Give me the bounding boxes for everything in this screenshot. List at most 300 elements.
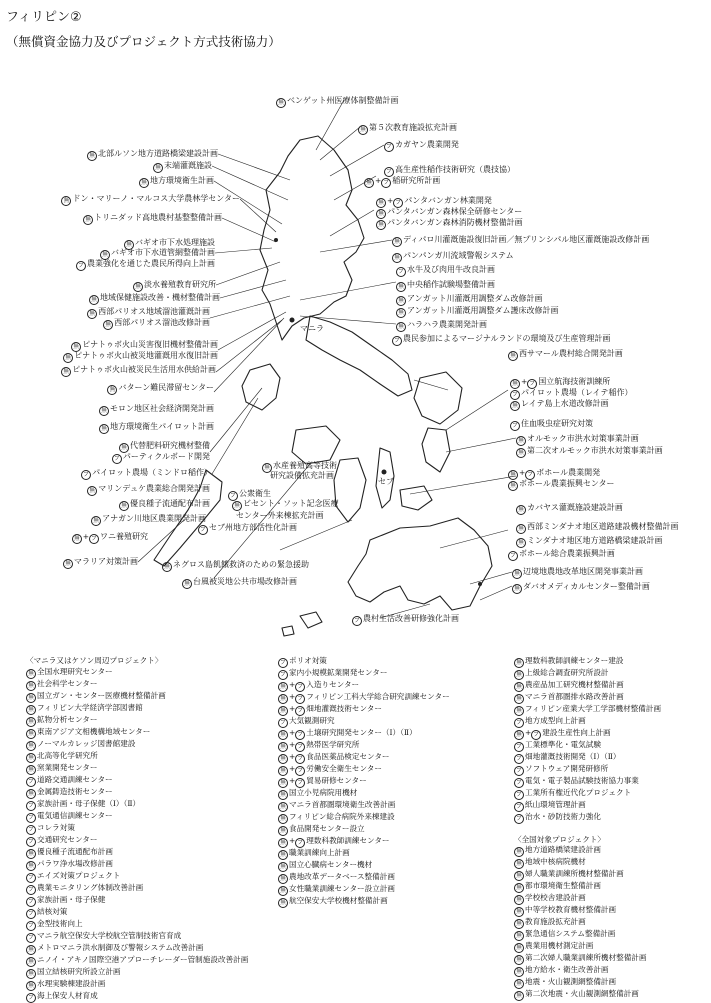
- mindoro-island: [242, 364, 280, 410]
- list-item-text: 家内小規模鉱業開発センター: [289, 668, 388, 677]
- grant-aid-icon: 無: [508, 470, 518, 480]
- map-label: [516, 502, 623, 515]
- map-label: [508, 348, 623, 361]
- negros-island: [334, 458, 366, 522]
- grant-aid-icon: 無: [276, 98, 286, 108]
- map-label: [516, 535, 663, 548]
- map-label: [153, 160, 212, 173]
- map-label-text: パンタバンガン林業開発: [404, 196, 492, 205]
- grant-aid-icon: 無: [514, 670, 524, 680]
- technical-cooperation-icon: プ: [295, 754, 305, 764]
- list-item-text: 国立ガン・センター医療機材整備計画: [37, 690, 166, 700]
- list-item-text: 地方給水・衛生改善計画: [525, 965, 609, 975]
- grant-aid-icon: 無: [278, 862, 288, 872]
- technical-cooperation-icon: プ: [381, 178, 391, 188]
- list-item-text: 貿易研修センター: [306, 776, 367, 785]
- list-item: [514, 941, 661, 953]
- technical-cooperation-icon: プ: [396, 267, 406, 277]
- map-label-text: 代替肥料研究機材整備: [130, 441, 210, 450]
- list-item-text: 航空保安大学校機材整備計画: [289, 896, 388, 905]
- list-item-text: 熱帯医学研究所: [306, 740, 360, 749]
- plus-mark: +: [375, 176, 382, 185]
- map-label: [91, 513, 206, 526]
- map-label-text: ピナトゥボ火山被災民生活用水供給計画: [72, 365, 216, 374]
- grant-aid-icon: 無: [278, 874, 288, 884]
- map-label-text: 水牛及び肉用牛改良計画: [407, 265, 495, 274]
- grant-aid-icon: 無: [376, 220, 386, 230]
- grant-aid-icon: 無: [278, 730, 288, 740]
- list-item: [514, 845, 661, 857]
- map-label-text: 北部ルソン地方道路橋梁建設計画: [98, 149, 218, 158]
- map-label: [112, 451, 210, 464]
- list-item: [514, 824, 661, 835]
- grant-aid-icon: 無: [26, 681, 36, 691]
- technical-cooperation-icon: プ: [26, 933, 36, 943]
- grant-aid-icon: 無: [516, 538, 526, 548]
- cebu-label: セブ: [378, 477, 394, 486]
- page-subtitle: （無償資金協力及びプロジェクト方式技術協力）: [6, 34, 281, 49]
- grant-aid-icon: 無: [514, 706, 524, 716]
- list-item-text: 大気観測研究: [289, 716, 335, 725]
- list-item-text: 全国水理研究センター: [37, 666, 113, 676]
- grant-aid-icon: 無: [278, 838, 288, 848]
- map-label-text: レイテ島上水道改修計画: [521, 399, 609, 408]
- technical-cooperation-icon: プ: [81, 470, 91, 480]
- grant-aid-icon: 無: [119, 501, 129, 511]
- grant-aid-icon: 無: [516, 505, 526, 515]
- list-item: [514, 788, 661, 800]
- map-label: [508, 478, 615, 491]
- map-label-text: 西部パリオス地域溜池灌漑計画: [98, 307, 210, 316]
- list-item-text: 農地改革データベース整備計画: [289, 872, 395, 881]
- map-label: [61, 364, 216, 377]
- map-label-text: 淡水養殖教育研究所: [144, 280, 216, 289]
- map-label-text: ボホール農業振興センター: [519, 479, 615, 488]
- list-item: [278, 848, 450, 860]
- list-item: [26, 991, 248, 1003]
- manila-marker: [290, 318, 295, 323]
- plus-mark: +: [289, 836, 296, 845]
- list-item-text: 理数科教師訓練センター: [306, 836, 390, 845]
- list-item-text: 電気通信訓練センター: [37, 810, 113, 820]
- map-label-text: ネグロス島飢餓救済のための緊急援助: [173, 560, 309, 569]
- map-label: [182, 576, 297, 589]
- map-label-text: アンガット川灌漑用調整ダム護床改修計画: [407, 306, 559, 315]
- technical-cooperation-icon: プ: [295, 706, 305, 716]
- grant-aid-icon: 無: [63, 559, 73, 569]
- technical-cooperation-icon: プ: [295, 694, 305, 704]
- list-item-text: 鉱物分析センター: [37, 714, 98, 724]
- list-item: [278, 668, 450, 680]
- list-item: [26, 883, 248, 895]
- davao-marker: [478, 582, 482, 586]
- grant-aid-icon: 無: [508, 351, 518, 361]
- map-label-text: セブ州地方部活性化計画: [209, 523, 297, 532]
- grant-aid-icon: 無: [514, 979, 524, 989]
- manila-label: マニラ: [300, 324, 324, 333]
- grant-aid-icon: 無: [278, 778, 288, 788]
- list-item: [278, 896, 450, 908]
- list-item: [26, 895, 248, 907]
- technical-cooperation-icon: プ: [384, 167, 394, 177]
- technical-cooperation-icon: プ: [525, 470, 535, 480]
- list-item: [514, 776, 661, 788]
- grant-aid-icon: 無: [153, 163, 163, 173]
- grant-aid-icon: 無: [87, 309, 97, 319]
- technical-cooperation-icon: プ: [514, 766, 524, 776]
- technical-cooperation-icon: プ: [198, 525, 208, 535]
- list-item: [514, 893, 661, 905]
- map-label: [510, 418, 593, 431]
- technical-cooperation-icon: プ: [295, 682, 305, 692]
- list-item-text: 農産品加工研究機材整備計画: [525, 680, 624, 689]
- list-item: [514, 835, 661, 846]
- grant-aid-icon: 無: [232, 501, 242, 511]
- grant-aid-icon: 無: [278, 706, 288, 716]
- grant-aid-icon: 無: [364, 178, 374, 188]
- grant-aid-icon: 無: [514, 883, 524, 893]
- list-item-text: 食品医薬品検定センター: [306, 752, 390, 761]
- map-label-text: 住血吸虫症研究対策: [521, 419, 593, 428]
- list-item-text: 〈全国対象プロジェクト〉: [514, 834, 605, 844]
- plus-mark: +: [289, 764, 296, 773]
- grant-aid-icon: 無: [516, 448, 526, 458]
- technical-cooperation-icon: プ: [514, 802, 524, 812]
- grant-aid-icon: 無: [278, 850, 288, 860]
- plus-mark: +: [519, 468, 526, 477]
- grant-aid-icon: 無: [26, 669, 36, 679]
- grant-aid-icon: 無: [510, 401, 520, 411]
- map-label-text: ビセント・ソット記念医療: [243, 499, 339, 508]
- plus-mark: +: [387, 196, 394, 205]
- list-item: [26, 979, 248, 991]
- list-item-text: 治水・砂防技術力強化: [525, 812, 601, 821]
- list-item: [278, 764, 450, 776]
- map-label: [512, 566, 643, 579]
- list-item-text: 入造りセンター: [306, 680, 360, 689]
- list-item: [278, 740, 450, 752]
- map-label: [162, 559, 309, 572]
- grant-aid-icon: 無: [26, 741, 36, 751]
- technical-cooperation-icon: プ: [514, 742, 524, 752]
- map-label-text: ダバオメディカルセンター整備計画: [523, 582, 650, 591]
- grant-aid-icon: 無: [26, 717, 36, 727]
- technical-cooperation-icon: プ: [531, 730, 541, 740]
- map-label-text: トリニダッド高地農村基整整備計画: [94, 213, 222, 222]
- technical-cooperation-icon: プ: [278, 658, 288, 668]
- list-item: [278, 824, 450, 836]
- list-item-text: 金属鋳造技術センター: [37, 786, 113, 796]
- list-item-text: マニラ首都圏排水路改善計画: [525, 692, 624, 701]
- list-item-text: 社会科学センター: [37, 678, 98, 688]
- list-item: [26, 823, 248, 835]
- grant-aid-icon: 無: [278, 742, 288, 752]
- map-label-text: バギオ市下水処理施設: [135, 238, 215, 247]
- list-item: [514, 917, 661, 929]
- map-label-text: 中央稲作試験場整備計画: [407, 280, 495, 289]
- technical-cooperation-icon: プ: [393, 198, 403, 208]
- map-label-text: ピナトゥボ火山被災地灌漑用水復旧計画: [74, 351, 218, 360]
- list-item-text: 北高等化学研究所: [37, 750, 98, 760]
- technical-cooperation-icon: プ: [384, 142, 394, 152]
- grant-aid-icon: 無: [396, 322, 406, 332]
- map-label: [396, 279, 495, 292]
- grant-aid-icon: 無: [514, 919, 524, 929]
- list-item-text: 第二次地震・火山観測網整備計画: [525, 989, 639, 999]
- map-label: [270, 470, 334, 481]
- grant-aid-icon: 無: [119, 443, 129, 453]
- technical-cooperation-icon: プ: [26, 909, 36, 919]
- grant-aid-icon: 無: [139, 178, 149, 188]
- map-label-text: 高生産性稲作技術研究（農技協）: [395, 165, 515, 174]
- map-label-text: ピナトゥボ火山災害復旧機材整備計画: [82, 340, 218, 349]
- technical-cooperation-icon: プ: [278, 670, 288, 680]
- list-item: [26, 763, 248, 775]
- list-item-text: メトロマニラ洪水制御及び警報システム改善計画: [37, 942, 204, 952]
- grant-aid-icon: 無: [100, 250, 110, 260]
- list-item: [278, 860, 450, 872]
- technical-cooperation-icon: プ: [26, 801, 36, 811]
- map-label-text: ベンゲット州医療体制整備計画: [287, 96, 399, 105]
- map-label-text: 農村生活改善研修強化計画: [363, 614, 459, 623]
- map-label-text: 台風被災地公共市場改修計画: [193, 577, 297, 586]
- list-item: [514, 752, 661, 764]
- list-item-text: 地方成型向上計画: [525, 716, 586, 725]
- grant-aid-icon: 無: [103, 320, 113, 330]
- map-label-text: 地域保健施設改善・機材整備計画: [100, 293, 220, 302]
- list-item-text: 建設生産性向上計画: [542, 728, 611, 737]
- grant-aid-icon: 無: [99, 424, 109, 434]
- list-item-text: フィリピン総合病院外来棟建設: [289, 812, 395, 821]
- sulu-islands: [282, 612, 322, 636]
- luzon-island: [260, 136, 364, 340]
- list-item: [514, 857, 661, 869]
- list-item-text: コレラ対策: [37, 822, 75, 832]
- technical-cooperation-icon: プ: [26, 993, 36, 1003]
- list-item: [514, 812, 661, 824]
- list-item-text: ノーマルカレッジ図書館建設: [37, 738, 136, 748]
- grant-aid-icon: 無: [87, 486, 97, 496]
- grant-aid-icon: 無: [26, 861, 36, 871]
- list-item-text: 第二次婦人職業訓練所機材整備計画: [525, 953, 647, 963]
- list-item: [278, 656, 450, 668]
- grant-aid-icon: 無: [87, 151, 97, 161]
- map-label-text: ディパロ川灌漑施設復旧計画／無プリンシパル地区灌漑施設改修計画: [403, 235, 650, 244]
- grant-aid-icon: 無: [514, 694, 524, 704]
- map-label: [376, 217, 523, 230]
- list-item-text: 工業標準化・電気試験: [525, 740, 601, 749]
- list-item-text: フィリピン産業大学工学部機材整備計画: [525, 704, 662, 713]
- map-label: [87, 483, 210, 496]
- grant-aid-icon: 無: [510, 379, 520, 389]
- list-item-text: 学校校舎建設計画: [525, 893, 586, 903]
- list-item: [278, 800, 450, 812]
- list-item-text: 家族計画・母子保健: [37, 894, 106, 904]
- map-label-text: パイロット農場（レイテ稲作）: [521, 388, 633, 397]
- list-item-text: 海上保安人材育成: [37, 990, 98, 1000]
- grant-aid-icon: 無: [26, 981, 36, 991]
- list-item-text: ソフトウェア開発研修所: [525, 764, 609, 773]
- map-label-text: バギオ市下水道管網整備計画: [111, 248, 215, 257]
- technical-cooperation-icon: プ: [26, 897, 36, 907]
- technical-cooperation-icon: プ: [352, 616, 362, 626]
- map-label-text: 公衆衛生: [239, 489, 271, 498]
- grant-aid-icon: 無: [514, 895, 524, 905]
- map-label: [516, 445, 663, 458]
- list-item: [26, 775, 248, 787]
- list-item-text: 国立心臓病センター機材: [289, 860, 373, 869]
- technical-cooperation-icon: プ: [392, 336, 402, 346]
- technical-cooperation-icon: プ: [514, 718, 524, 728]
- map-label-text: 末端灌漑施設: [164, 161, 212, 170]
- map-label-text: 西サマール農村総合開発計画: [519, 349, 623, 358]
- plus-mark: +: [289, 776, 296, 785]
- technical-cooperation-icon: プ: [228, 491, 238, 501]
- cebu-marker: [382, 470, 387, 475]
- map-label-text: 稲研究所計画: [392, 176, 441, 185]
- map-label-text: カガヤン農業開発: [395, 140, 459, 149]
- map-label-text: ボホール農業開発: [536, 468, 601, 477]
- list-item: [278, 776, 450, 788]
- samar-island: [414, 372, 462, 424]
- grant-aid-icon: 無: [512, 569, 522, 579]
- list-item-text: 都市環境衛生整備計画: [525, 881, 601, 891]
- list-item: [514, 800, 661, 812]
- technical-cooperation-icon: プ: [527, 379, 537, 389]
- technical-cooperation-icon: プ: [26, 921, 36, 931]
- map-label: [63, 350, 218, 363]
- grant-aid-icon: 無: [376, 209, 386, 219]
- map-label: [99, 403, 214, 416]
- list-item: [26, 919, 248, 931]
- list-item-text: 工業所有権近代化プロジェクト: [525, 788, 632, 797]
- list-item: [26, 703, 248, 715]
- list-item-text: 女性職業訓練センター設立計画: [289, 884, 396, 893]
- map-label-text: パイロット農場（ミンドロ稲作）: [92, 468, 212, 477]
- list-item-text: 優良種子流通配布計画: [37, 846, 113, 856]
- map-label-text: オルモック市洪水対策事業計画: [527, 434, 639, 443]
- grant-aid-icon: 無: [26, 789, 36, 799]
- map-label: [61, 193, 240, 206]
- grant-aid-icon: 無: [396, 296, 406, 306]
- list-item: [514, 869, 661, 881]
- grant-aid-icon: 無: [278, 682, 288, 692]
- list-item: [278, 884, 450, 896]
- map-label: [76, 258, 215, 271]
- map-label-text: 西部パリオス溜池改修計画: [114, 318, 210, 327]
- list-item-text: 金型技術向上: [37, 918, 83, 928]
- map-label: [396, 319, 487, 332]
- map-label-text: 国立航海技術訓練所: [538, 377, 611, 386]
- map-label-text: ワニ養殖研究: [100, 532, 148, 541]
- plus-mark: +: [289, 740, 296, 749]
- list-item: [26, 727, 248, 739]
- map-label: [63, 556, 138, 569]
- grant-aid-icon: 無: [61, 196, 71, 206]
- list-item: [26, 859, 248, 871]
- technical-cooperation-icon: プ: [514, 790, 524, 800]
- list-item: [26, 667, 248, 679]
- list-item-text: 東南アジア文相機構地域センター: [37, 726, 151, 736]
- map-label-text: パンタバンガン森林消防機材整備計画: [387, 218, 523, 227]
- grant-aid-icon: 無: [514, 859, 524, 869]
- map-label: [392, 234, 649, 247]
- technical-cooperation-icon: プ: [295, 778, 305, 788]
- map-label-text: センター外来棟拡充計画: [236, 511, 324, 520]
- list-item-text: 婦人職業訓練所機材整備計画: [525, 869, 624, 879]
- grant-aid-icon: 無: [26, 957, 36, 967]
- list-item: [278, 692, 450, 704]
- plus-mark: +: [289, 752, 296, 761]
- technical-cooperation-icon: プ: [514, 754, 524, 764]
- list-item: [26, 656, 248, 667]
- map-label: [103, 317, 210, 330]
- grant-aid-icon: 無: [124, 240, 134, 250]
- map-label-text: 西部ミンダナオ地区道路建設機材整備計画: [527, 522, 679, 531]
- list-item-text: 労働安全衛生センター: [306, 764, 382, 773]
- technical-cooperation-icon: プ: [295, 730, 305, 740]
- grant-aid-icon: 無: [392, 237, 402, 247]
- map-label: [510, 398, 609, 411]
- map-label-text: 優良種子流通配布計画: [130, 499, 210, 508]
- list-item: [26, 739, 248, 751]
- technical-cooperation-icon: プ: [112, 454, 122, 464]
- list-item-text: 中等学校教育機材整備計画: [525, 905, 617, 915]
- list-item: [26, 715, 248, 727]
- list-item: [26, 799, 248, 811]
- list-item-text: 結核対策: [37, 906, 68, 916]
- grant-aid-icon: 無: [278, 886, 288, 896]
- grant-aid-icon: 無: [514, 871, 524, 881]
- map-label: [352, 613, 459, 626]
- list-column-2: [278, 656, 450, 908]
- list-item: [514, 728, 661, 740]
- list-item-text: パラワ浄水場改修計画: [37, 858, 113, 868]
- grant-aid-icon: 無: [162, 562, 172, 572]
- list-item-text: 職業訓練向上計画: [289, 848, 350, 857]
- technical-cooperation-icon: プ: [26, 885, 36, 895]
- list-item: [278, 680, 450, 692]
- grant-aid-icon: 無: [278, 790, 288, 800]
- technical-cooperation-icon: プ: [295, 742, 305, 752]
- page-title: フィリピン②: [6, 10, 82, 25]
- grant-aid-icon: 無: [514, 682, 524, 692]
- list-item-text: 地震・火山観測網整備計画: [525, 977, 617, 987]
- map-label: [133, 279, 216, 292]
- list-item: [278, 716, 450, 728]
- list-item: [514, 668, 661, 680]
- list-item: [278, 788, 450, 800]
- list-item: [514, 989, 661, 1001]
- map-label: [512, 581, 650, 594]
- list-item: [26, 787, 248, 799]
- map-label: [89, 292, 220, 305]
- list-item-text: 土壌研究開発センター（Ⅰ）（Ⅱ）: [306, 728, 417, 737]
- panay-island: [292, 426, 340, 464]
- list-item-text: 食品開発センター設立: [289, 824, 365, 833]
- list-item: [514, 692, 661, 704]
- list-item-text: 窯業開発センター: [37, 762, 98, 772]
- map-label-text: マラリア対策計画: [74, 557, 138, 566]
- grant-aid-icon: 無: [514, 931, 524, 941]
- list-item: [514, 965, 661, 977]
- list-item-text: ニノイ・アキノ国際空港アプローチレーダー管制施設改善計画: [37, 954, 249, 964]
- list-item-text: マニラ航空保安大学校航空管制技術官育成: [37, 930, 182, 940]
- grant-aid-icon: 無: [26, 969, 36, 979]
- list-item-text: 農業モニタリング体制改善計画: [37, 882, 144, 892]
- list-item: [26, 691, 248, 703]
- grant-aid-icon: 無: [26, 729, 36, 739]
